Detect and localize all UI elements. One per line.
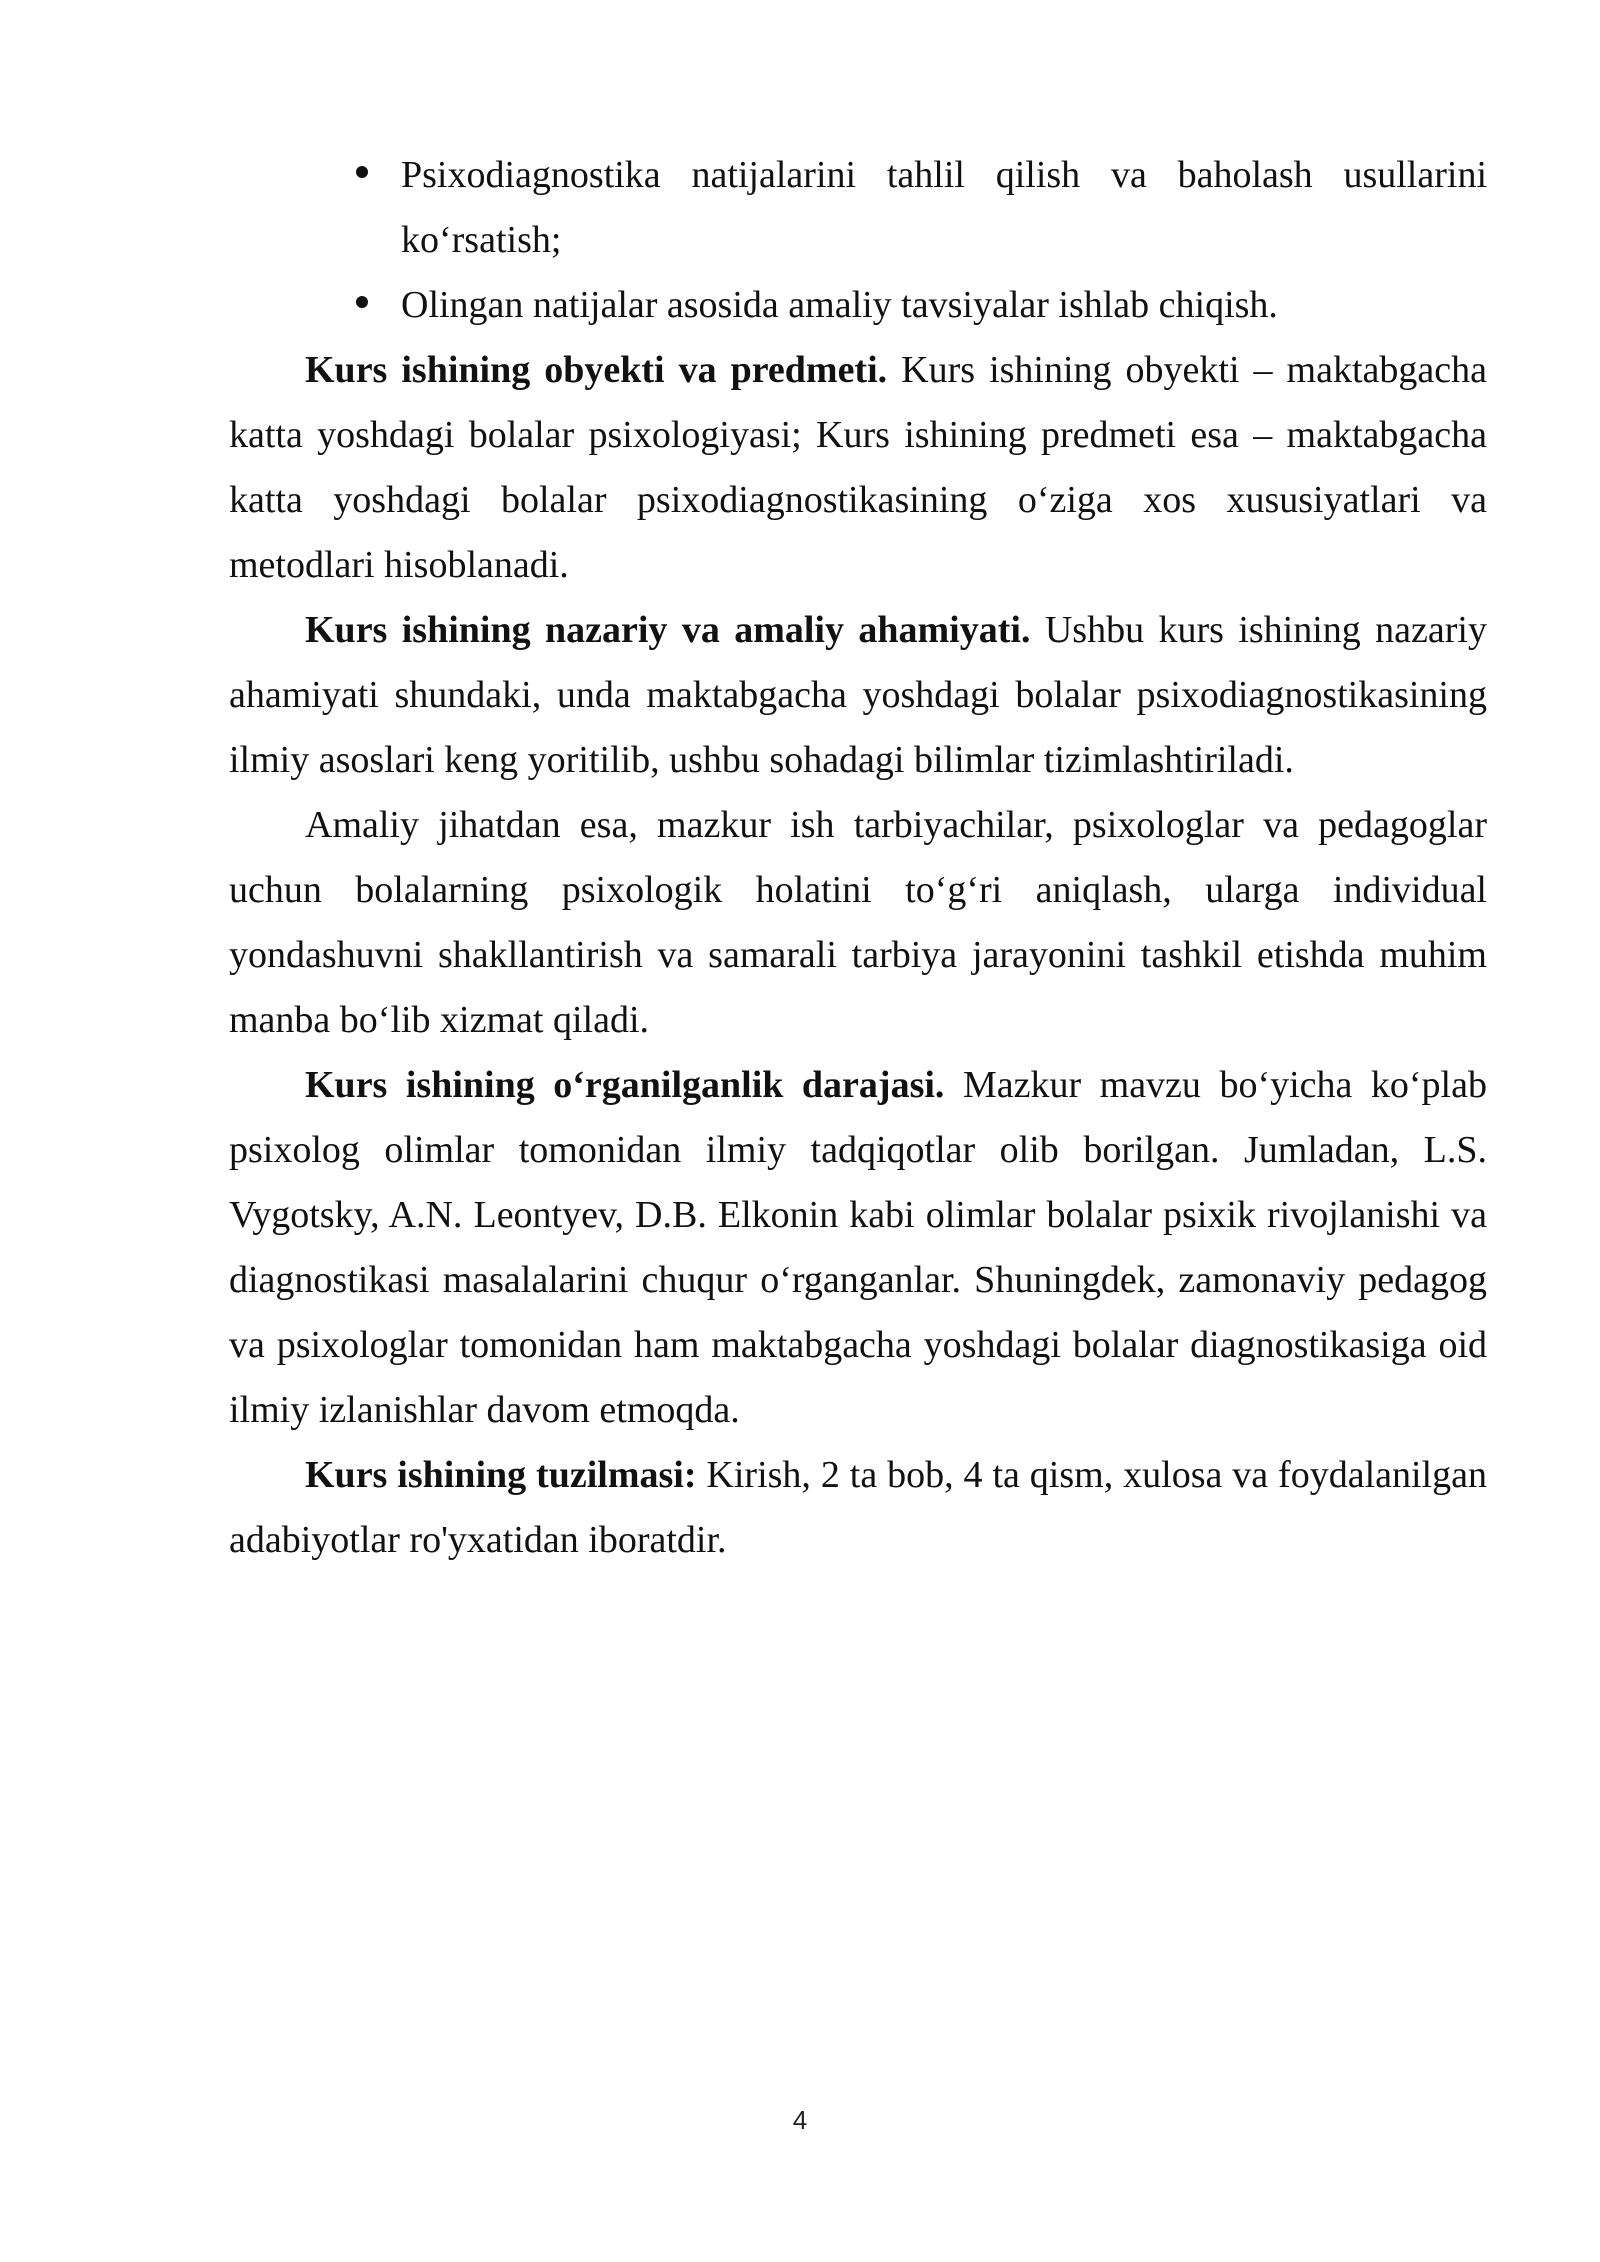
paragraph-text: Kirish, 2 ta bob, 4 ta qism, xulosa va foydalanilgan adabiyotlar ro'yxatidan iboratdir. — [229, 1454, 1487, 1561]
paragraph-structure — [229, 1443, 1487, 1573]
paragraph-text: Mazkur mavzu bo‘yicha ko‘plab psixolog olimlar tomonidan ilmiy tadqiqotlar olib borilgan. Jumladan, L.S. Vygotsky, A.N. Leontyev, D.B. Elkonin kabi olimlar bolalar psixik rivojlanishi va diagnostikasi masalalarini chuqur o‘rganganlar. Shuningdek, zamonaviy pedagog va psixologlar tomonidan ham maktabgacha yoshdagi bolalar diagnostikasiga oid ilmiy izlanishlar davom etmoqda. — [229, 1064, 1487, 1431]
paragraph-significance — [229, 598, 1487, 793]
paragraph-heading: Kurs ishining o‘rganilganlik darajasi. — [305, 1064, 945, 1106]
bullet-icon — [356, 166, 368, 178]
paragraph-practical — [229, 793, 1487, 1053]
paragraph-heading: Kurs ishining nazariy va amaliy ahamiyati. — [305, 609, 1031, 651]
bullet-text: Psixodiagnostika natijalarini tahlil qilish va baholash usullarini ko‘rsatish; — [401, 154, 1487, 261]
paragraph-text: Ushbu kurs ishining nazariy ahamiyati shundaki, unda maktabgacha yoshdagi bolalar psixodiagnostikasining ilmiy asoslari keng yoritilib, ushbu sohadagi bilimlar tizimlashtiriladi. — [229, 609, 1487, 781]
paragraph-heading: Kurs ishining tuzilmasi: — [305, 1454, 697, 1496]
paragraph-text: Amaliy jihatdan esa, mazkur ish tarbiyachilar, psixologlar va pedagoglar uchun bolalarning psixologik holatini to‘g‘ri aniqlash, ularga individual yondashuvni shakllantirish va samarali tarbiya jarayonini tashkil etishda muhim manba bo‘lib xizmat qiladi. — [229, 804, 1487, 1041]
paragraph-text: Kurs ishining obyekti – maktabgacha katta yoshdagi bolalar psixologiyasi; Kurs ishining predmeti esa – maktabgacha katta yoshdagi bolalar psixodiagnostikasining o‘ziga xos xususiyatlari va metodlari hisoblanadi. — [229, 349, 1487, 586]
bullet-icon — [356, 296, 368, 308]
paragraph-heading: Kurs ishining obyekti va predmeti. — [305, 349, 888, 391]
bullet-text: Olingan natijalar asosida amaliy tavsiyalar ishlab chiqish. — [401, 284, 1278, 326]
paragraph-study-level — [229, 1053, 1487, 1443]
page-content — [229, 143, 1487, 1573]
bullet-item — [229, 273, 1487, 338]
bullet-item — [229, 143, 1487, 273]
paragraph-object-subject — [229, 338, 1487, 598]
page-number: 4 — [792, 2105, 808, 2135]
bullet-list — [229, 143, 1487, 338]
